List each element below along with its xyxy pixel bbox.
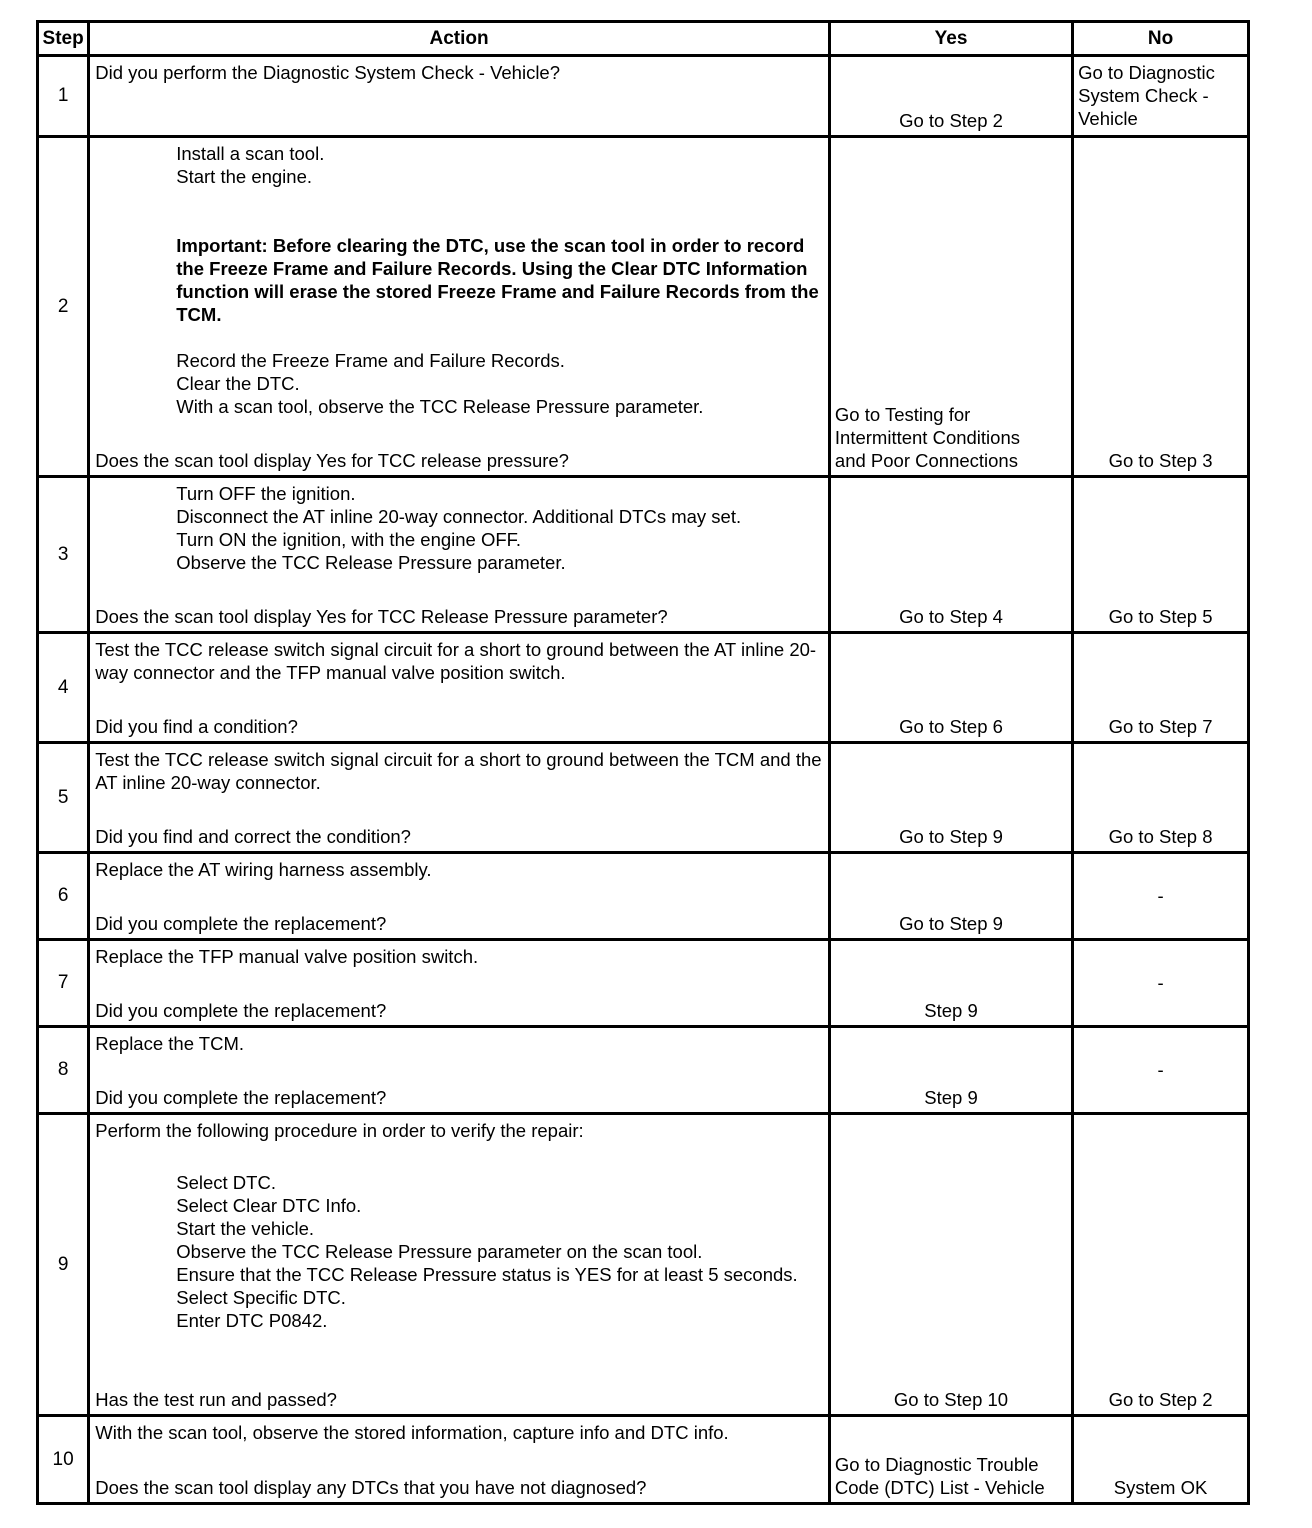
table-row: [38, 1416, 1249, 1504]
no-cell: [1073, 743, 1249, 853]
action-text: Replace the AT wiring harness assembly.: [95, 859, 432, 880]
step-number: 9: [38, 1114, 89, 1416]
action-question: Does the scan tool display Yes for TCC Release Pressure parameter?: [95, 606, 668, 627]
no-result: Go to Diagnostic System Check - Vehicle: [1078, 62, 1215, 129]
step-number: 1: [38, 56, 89, 137]
action-cell: [89, 1114, 830, 1416]
header-action: Action: [89, 22, 830, 56]
diagnostic-table: [36, 20, 1250, 1505]
action-step: Enter DTC P0842.: [176, 1310, 328, 1331]
table-row: [38, 137, 1249, 477]
header-no: No: [1073, 22, 1249, 56]
action-step: Ensure that the TCC Release Pressure status is YES for at least 5 seconds.: [176, 1264, 798, 1285]
action-cell: [89, 853, 830, 940]
yes-cell: [829, 56, 1072, 137]
action-step: With a scan tool, observe the TCC Release Pressure parameter.: [176, 396, 704, 417]
action-question: Did you complete the replacement?: [95, 1000, 387, 1021]
yes-cell: [829, 477, 1072, 633]
action-question: Has the test run and passed?: [95, 1389, 337, 1410]
no-result: Go to Step 2: [1108, 1389, 1213, 1410]
yes-result: Go to Step 9: [899, 913, 1003, 934]
no-cell: [1073, 633, 1249, 743]
action-text: Replace the TFP manual valve position switch.: [95, 946, 479, 967]
yes-cell: [829, 137, 1072, 477]
table-row: [38, 56, 1249, 137]
yes-result: Go to Diagnostic Trouble Code (DTC) List - Vehicle: [834, 1454, 1045, 1498]
table-row: [38, 853, 1249, 940]
no-result: -: [1157, 1059, 1164, 1080]
action-cell: [89, 477, 830, 633]
table-row: [38, 1027, 1249, 1114]
action-question: Did you complete the replacement?: [95, 1087, 387, 1108]
action-step: Install a scan tool.: [176, 143, 325, 164]
yes-result: Go to Step 10: [893, 1389, 1009, 1410]
step-number: 5: [38, 743, 89, 853]
yes-result: Go to Step 4: [899, 606, 1003, 627]
action-cell: [89, 137, 830, 477]
yes-cell: [829, 940, 1072, 1027]
action-step: Select Specific DTC.: [176, 1287, 346, 1308]
action-step: Turn OFF the ignition.: [176, 483, 356, 504]
step-number: 6: [38, 853, 89, 940]
no-result: System OK: [1113, 1477, 1208, 1498]
table-header-row: [38, 22, 1249, 56]
header-yes: Yes: [829, 22, 1072, 56]
no-result: -: [1157, 972, 1164, 993]
step-number: 8: [38, 1027, 89, 1114]
yes-cell: [829, 1027, 1072, 1114]
table-row: [38, 633, 1249, 743]
table-row: [38, 477, 1249, 633]
no-result: Go to Step 3: [1108, 450, 1213, 471]
no-cell: [1073, 1114, 1249, 1416]
yes-cell: [829, 853, 1072, 940]
action-text: Perform the following procedure in order to verify the repair:: [95, 1120, 584, 1141]
step-number: 7: [38, 940, 89, 1027]
no-result: Go to Step 8: [1108, 826, 1213, 847]
no-cell: [1073, 1027, 1249, 1114]
action-step: Observe the TCC Release Pressure parameter on the scan tool.: [176, 1241, 703, 1262]
table-row: [38, 940, 1249, 1027]
no-cell: [1073, 56, 1249, 137]
no-cell: [1073, 940, 1249, 1027]
no-cell: [1073, 137, 1249, 477]
table-row: [38, 743, 1249, 853]
action-cell: [89, 633, 830, 743]
step-number: 3: [38, 477, 89, 633]
action-text: Did you perform the Diagnostic System Check - Vehicle?: [95, 62, 561, 83]
action-cell: [89, 940, 830, 1027]
yes-cell: [829, 1416, 1072, 1504]
action-step: Select DTC.: [176, 1172, 276, 1193]
yes-cell: [829, 1114, 1072, 1416]
no-cell: [1073, 1416, 1249, 1504]
action-question: Did you find a condition?: [95, 716, 298, 737]
action-text: Test the TCC release switch signal circuit for a short to ground between the TCM and the AT inline 20-way connector.: [95, 749, 822, 793]
action-step: Select Clear DTC Info.: [176, 1195, 362, 1216]
action-text: With the scan tool, observe the stored information, capture info and DTC info.: [95, 1422, 729, 1443]
action-step: Record the Freeze Frame and Failure Records.: [176, 350, 565, 371]
step-number: 2: [38, 137, 89, 477]
step-number: 4: [38, 633, 89, 743]
no-cell: [1073, 853, 1249, 940]
action-step: Disconnect the AT inline 20-way connector. Additional DTCs may set.: [176, 506, 742, 527]
table-row: [38, 1114, 1249, 1416]
yes-result: Step 9: [924, 1000, 978, 1021]
yes-cell: [829, 743, 1072, 853]
yes-result: Step 9: [924, 1087, 978, 1108]
yes-result: Go to Step 9: [899, 826, 1003, 847]
action-question: Did you complete the replacement?: [95, 913, 387, 934]
action-step: Turn ON the ignition, with the engine OFF.: [176, 529, 522, 550]
header-step: Step: [38, 22, 89, 56]
important-note: Important: Before clearing the DTC, use the scan tool in order to record the Freeze Frame and Failure Records. Using the Clear DTC Information function will erase the stored Freeze Frame and Failure Records from the TCM.: [176, 235, 819, 325]
action-cell: [89, 56, 830, 137]
yes-result: Go to Step 2: [899, 110, 1003, 131]
no-result: Go to Step 5: [1108, 606, 1213, 627]
step-number: 10: [38, 1416, 89, 1504]
action-cell: [89, 1027, 830, 1114]
yes-result: Go to Step 6: [899, 716, 1003, 737]
action-question: Did you find and correct the condition?: [95, 826, 411, 847]
action-text: Test the TCC release switch signal circuit for a short to ground between the AT inline 20-way connector and the TFP manual valve position switch.: [95, 639, 817, 683]
action-step: Clear the DTC.: [176, 373, 300, 394]
no-result: -: [1157, 885, 1164, 906]
yes-cell: [829, 633, 1072, 743]
action-text: Replace the TCM.: [95, 1033, 244, 1054]
action-step: Start the engine.: [176, 166, 313, 187]
action-cell: [89, 1416, 830, 1504]
action-cell: [89, 743, 830, 853]
no-cell: [1073, 477, 1249, 633]
action-step: Observe the TCC Release Pressure parameter.: [176, 552, 566, 573]
action-step: Start the vehicle.: [176, 1218, 315, 1239]
action-question: Does the scan tool display Yes for TCC release pressure?: [95, 450, 569, 471]
action-question: Does the scan tool display any DTCs that you have not diagnosed?: [95, 1477, 647, 1498]
no-result: Go to Step 7: [1108, 716, 1213, 737]
yes-result: Go to Testing for Intermittent Conditions and Poor Connections: [834, 404, 1020, 471]
